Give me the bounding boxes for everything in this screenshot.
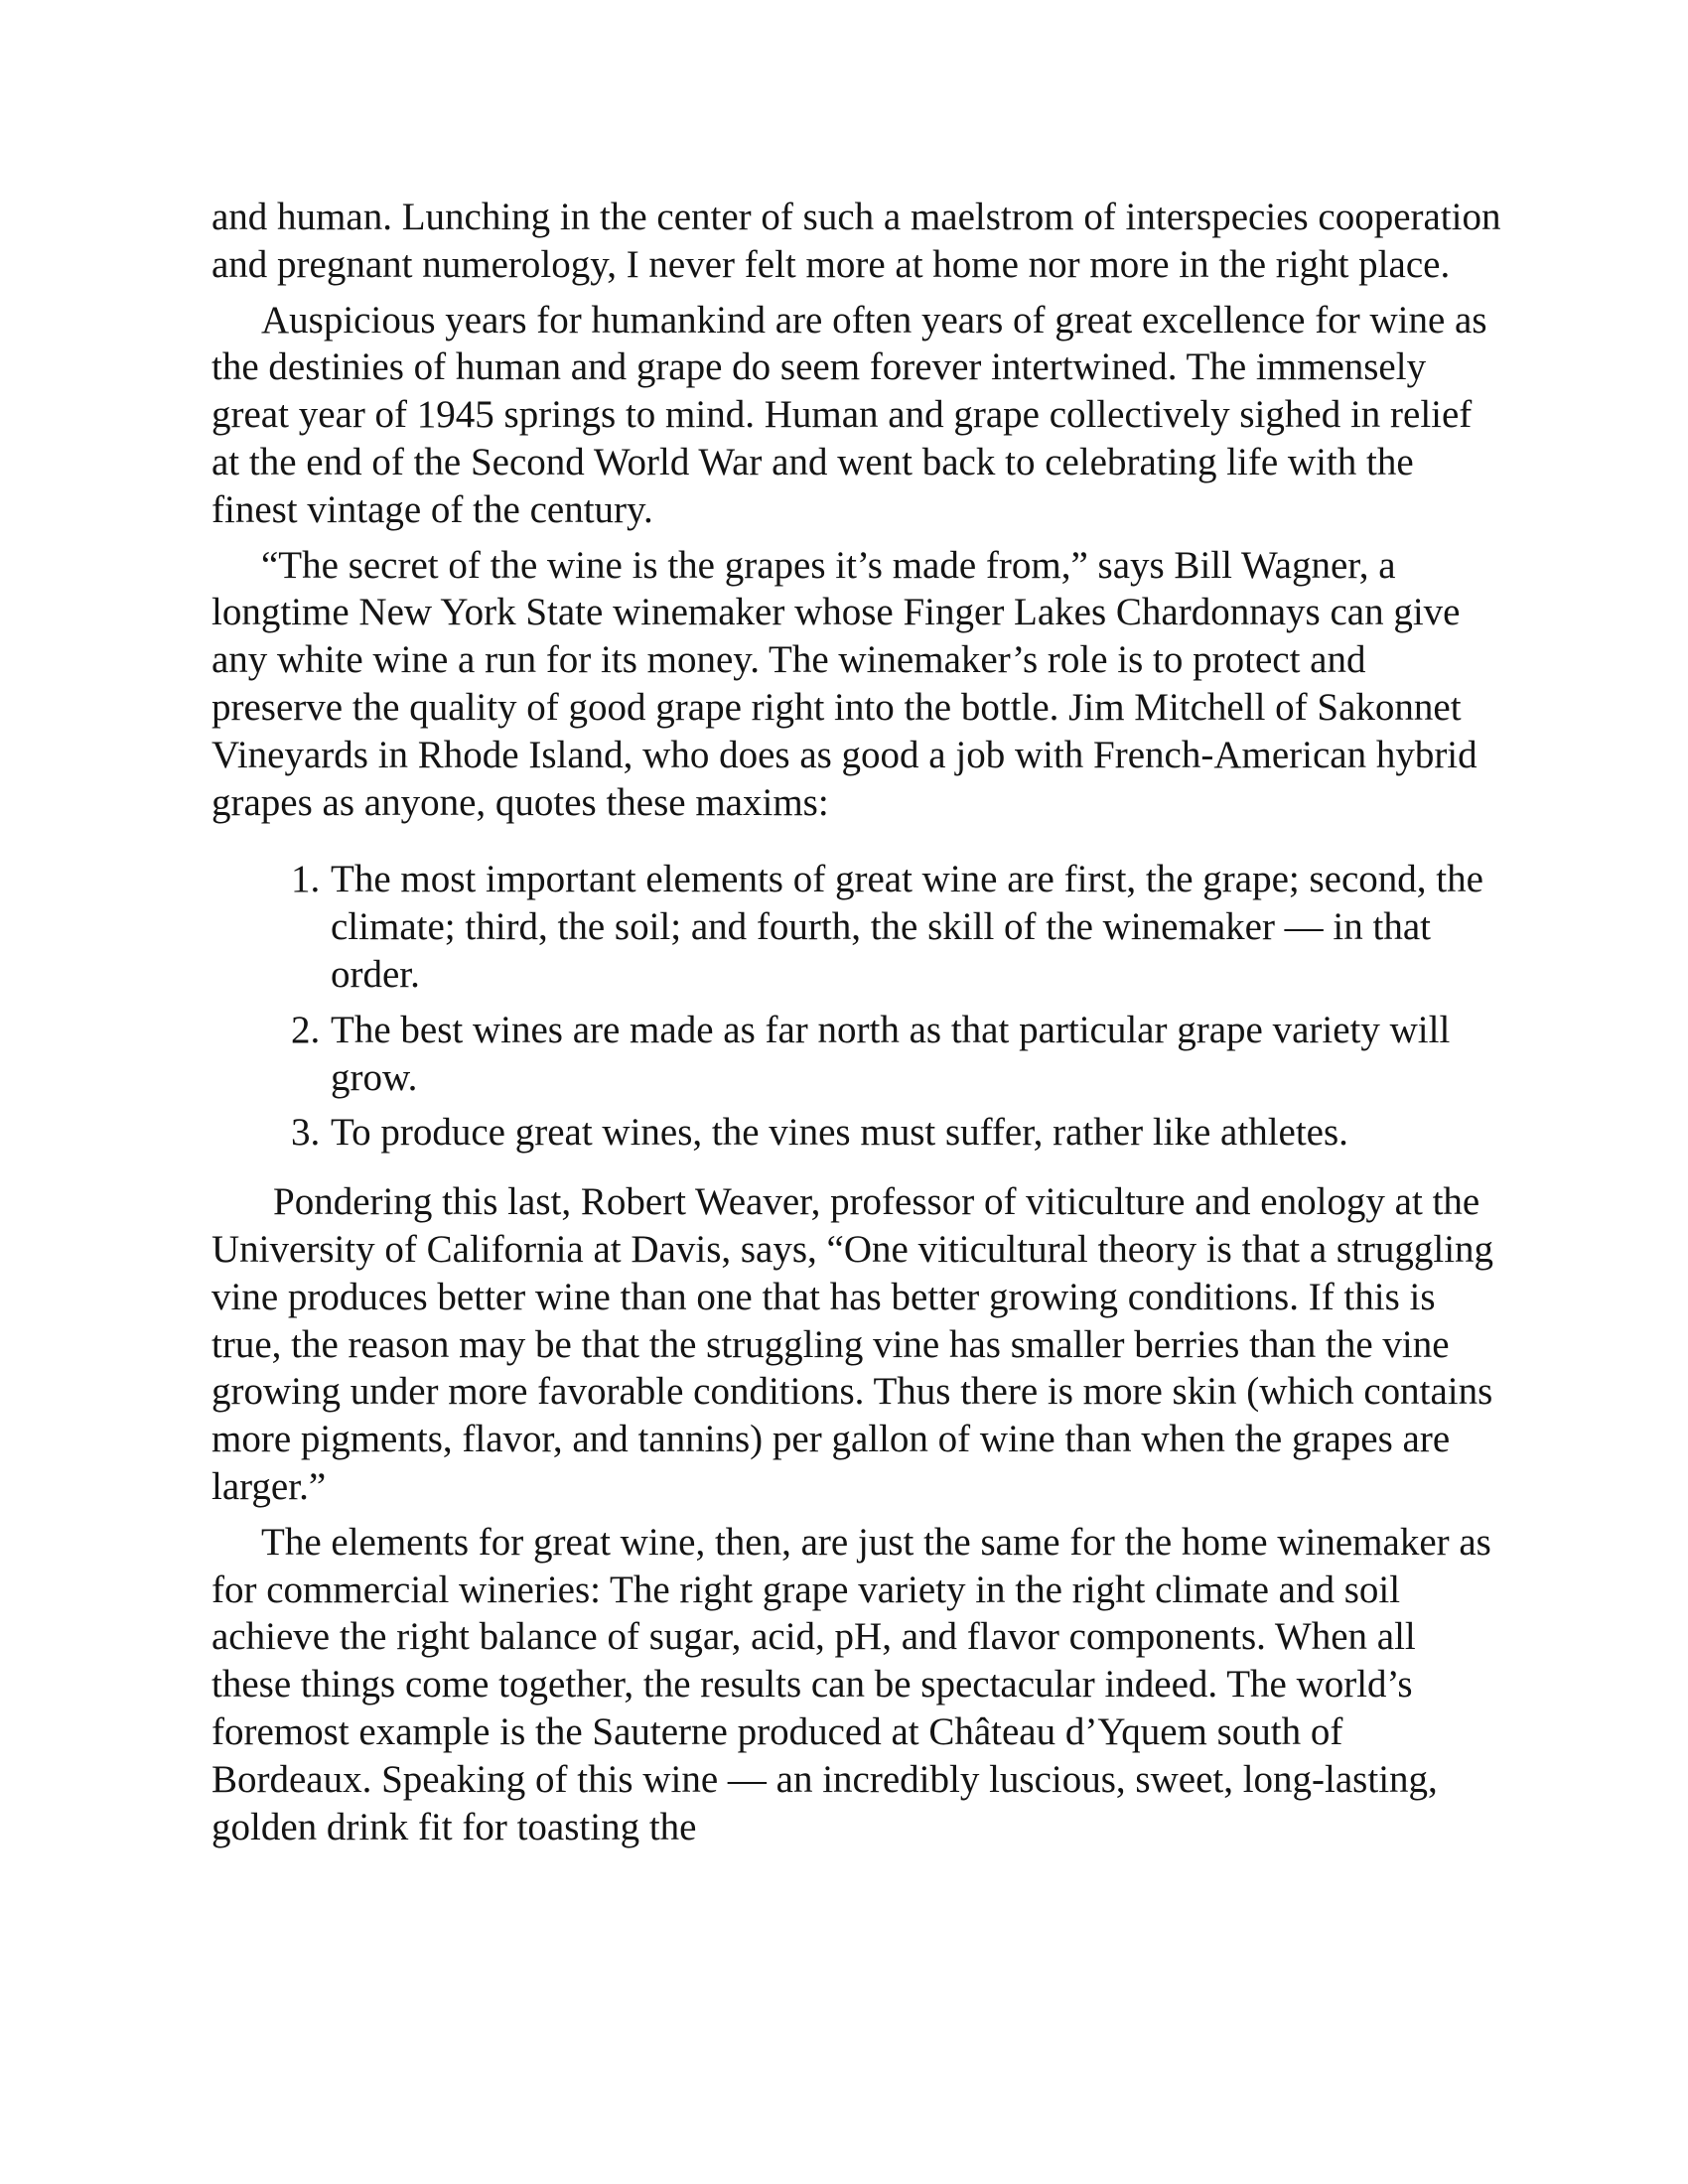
list-item	[291, 1109, 1502, 1157]
list-item-number: 3.	[291, 1111, 321, 1155]
list-item-text: The best wines are made as far north as that particular grape variety will grow.	[331, 1008, 1451, 1099]
page-body	[211, 194, 1502, 1858]
list-item-text: To produce great wines, the vines must suffer, rather like athletes.	[331, 1111, 1348, 1155]
list-item-number: 1.	[291, 858, 321, 901]
paragraph-elements-great-wine: The elements for great wine, then, are just the same for the home winemaker as for commercial wineries: The right grape variety in the right climate and soil achieve the right balance of sugar, acid, pH, and flavor components. When all these things come together, the results can be spectacular indeed. The world’s foremost example is the Sauterne produced at Château d’Yquem south of Bordeaux. Speaking of this wine — an incredibly luscious, sweet, long-lasting, golden drink fit for toasting the	[211, 1520, 1491, 1848]
paragraph-continuation: and human. Lunching in the center of such a maelstrom of interspecies cooperation and pregnant numerology, I never felt more at home nor more in the right place.	[211, 196, 1501, 286]
paragraph-auspicious-years: Auspicious years for humankind are often years of great excellence for wine as the destinies of human and grape do seem forever intertwined. The immensely great year of 1945 springs to mind. Human and grape collectively sighed in relief at the end of the Second World War and went back to celebrating life with the finest vintage of the century.	[211, 298, 1487, 531]
paragraph-bill-wagner: “The secret of the wine is the grapes it’s made from,” says Bill Wagner, a longtime New York State winemaker whose Finger Lakes Chardonnays can give any white wine a run for its money. The winemaker’s role is to protect and preserve the quality of good grape right into the bottle. Jim Mitchell of Sakonnet Vineyards in Rhode Island, who does as good a job with French-American hybrid grapes as anyone, quotes these maxims:	[211, 543, 1477, 824]
list-item	[291, 856, 1502, 998]
paragraph-robert-weaver: Pondering this last, Robert Weaver, professor of viticulture and enology at the University of California at Davis, says, “One viticultural theory is that a struggling vine produces better wine than one that has better growing conditions. If this is true, the reason may be that the struggling vine has smaller berries than the vine growing under more favorable conditions. Thus there is more skin (which contains more pigments, flavor, and tannins) per gallon of wine than when the grapes are larger.”	[211, 1180, 1494, 1508]
list-item-text: The most important elements of great wine are first, the grape; second, the climate; third, the soil; and fourth, the skill of the winemaker — in that order.	[331, 858, 1483, 996]
list-item-number: 2.	[291, 1008, 321, 1051]
maxims-list	[211, 856, 1502, 1157]
list-item	[291, 1007, 1502, 1102]
